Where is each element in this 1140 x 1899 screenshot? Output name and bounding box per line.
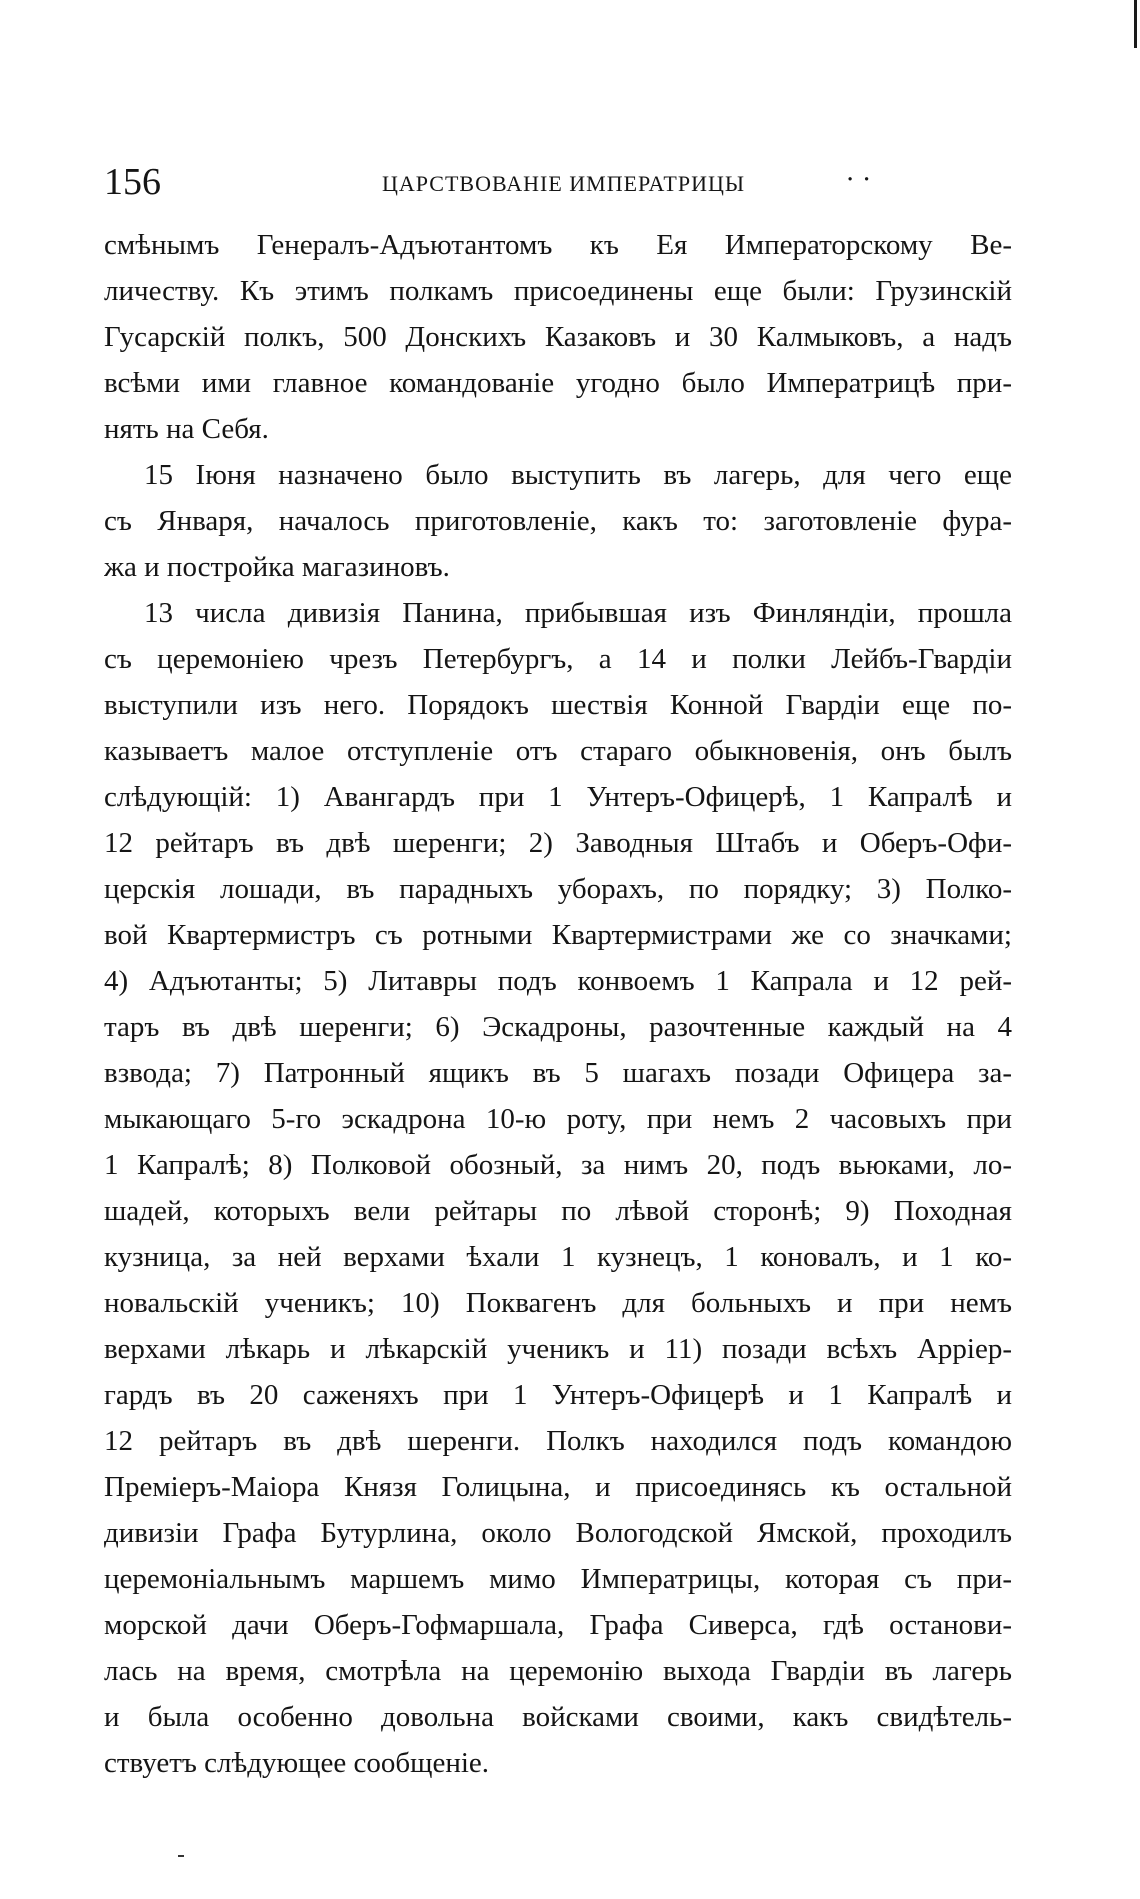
text-line: таръ въ двѣ шеренги; 6) Эскадроны, разочтенные каждый на 4	[104, 1011, 1012, 1043]
paragraph-start-line: 13 числа дивизія Панина, прибывшая изъ Финляндіи, прошла	[144, 597, 1012, 629]
text-line: морской дачи Оберъ-Гофмаршала, Графа Сиверса, гдѣ останови-	[104, 1609, 1012, 1641]
text-line: 12 рейтаръ въ двѣ шеренги. Полкъ находился подъ командою	[104, 1425, 1012, 1457]
text-line: церемоніальнымъ маршемъ мимо Императрицы, которая съ при-	[104, 1563, 1012, 1595]
text-line: мыкающаго 5-го эскадрона 10-ю роту, при немъ 2 часовыхъ при	[104, 1103, 1012, 1135]
page-edge-mark	[1134, 0, 1137, 48]
text-line: церскія лошади, въ парадныхъ уборахъ, по порядку; 3) Полко-	[104, 873, 1012, 905]
text-line: Гусарскій полкъ, 500 Донскихъ Казаковъ и 30 Калмыковъ, а надъ	[104, 321, 1012, 353]
body-text	[104, 222, 1012, 1786]
text-line: лась на время, смотрѣла на церемонію выхода Гвардіи въ лагерь	[104, 1655, 1012, 1687]
text-line: жа и постройка магазиновъ.	[104, 551, 450, 583]
text-line: новальскій ученикъ; 10) Поквагенъ для больныхъ и при немъ	[104, 1287, 1012, 1319]
text-line: слѣдующій: 1) Авангардъ при 1 Унтеръ-Офицерѣ, 1 Капралѣ и	[104, 781, 1012, 813]
text-line: съ Января, началось приготовленіе, какъ то: заготовленіе фура-	[104, 505, 1012, 537]
text-line: дивизіи Графа Бутурлина, около Вологодской Ямской, проходилъ	[104, 1517, 1012, 1549]
text-line: всѣми ими главное командованіе угодно было Императрицѣ при-	[104, 367, 1012, 399]
header-ornament: · ·	[846, 165, 871, 195]
text-line: взвода; 7) Патронный ящикъ въ 5 шагахъ позади Офицера за-	[104, 1057, 1012, 1089]
text-line: казываетъ малое отступленіе отъ стараго обыкновенія, онъ былъ	[104, 735, 1012, 767]
text-line: ствуетъ слѣдующее сообщеніе.	[104, 1747, 490, 1779]
paragraph-start-line: 15 Іюня назначено было выступить въ лагерь, для чего еще	[144, 459, 1012, 491]
text-line: съ церемоніею чрезъ Петербургъ, а 14 и полки Лейбъ-Гвардіи	[104, 643, 1012, 675]
text-line: нять на Себя.	[104, 413, 269, 445]
text-line: кузница, за ней верхами ѣхали 1 кузнецъ, 1 коновалъ, и 1 ко-	[104, 1241, 1012, 1273]
page-header	[104, 152, 1014, 212]
text-line: выступили изъ него. Порядокъ шествія Конной Гвардіи еще по-	[104, 689, 1012, 721]
text-line: 1 Капралѣ; 8) Полковой обозный, за нимъ 20, подъ вьюками, ло-	[104, 1149, 1012, 1181]
text-line: верхами лѣкарь и лѣкарскій ученикъ и 11) позади всѣхъ Арріер-	[104, 1333, 1012, 1365]
text-line: шадей, которыхъ вели рейтары по лѣвой сторонѣ; 9) Походная	[104, 1195, 1012, 1227]
text-line: гардъ въ 20 саженяхъ при 1 Унтеръ-Офицерѣ и 1 Капралѣ и	[104, 1379, 1012, 1411]
text-line: 4) Адъютанты; 5) Литавры подъ конвоемъ 1 Капрала и 12 рей-	[104, 965, 1012, 997]
page-number: 156	[104, 161, 161, 203]
print-speck	[178, 1855, 184, 1857]
text-line: личеству. Къ этимъ полкамъ присоединены еще были: Грузинскій	[104, 275, 1012, 307]
running-head: ЦАРСТВОВАНІЕ ИМПЕРАТРИЦЫ	[382, 171, 746, 196]
text-line: смѣнымъ Генералъ-Адъютантомъ къ Ея Императорскому Ве-	[104, 229, 1012, 261]
text-line: и была особенно довольна войсками своими, какъ свидѣтель-	[104, 1701, 1012, 1733]
text-line: вой Квартермистръ съ ротными Квартермистрами же со значками;	[104, 919, 1012, 951]
text-line: Преміеръ-Маіора Князя Голицына, и присоединясь къ остальной	[104, 1471, 1012, 1503]
text-line: 12 рейтаръ въ двѣ шеренги; 2) Заводныя Штабъ и Оберъ-Офи-	[104, 827, 1012, 859]
